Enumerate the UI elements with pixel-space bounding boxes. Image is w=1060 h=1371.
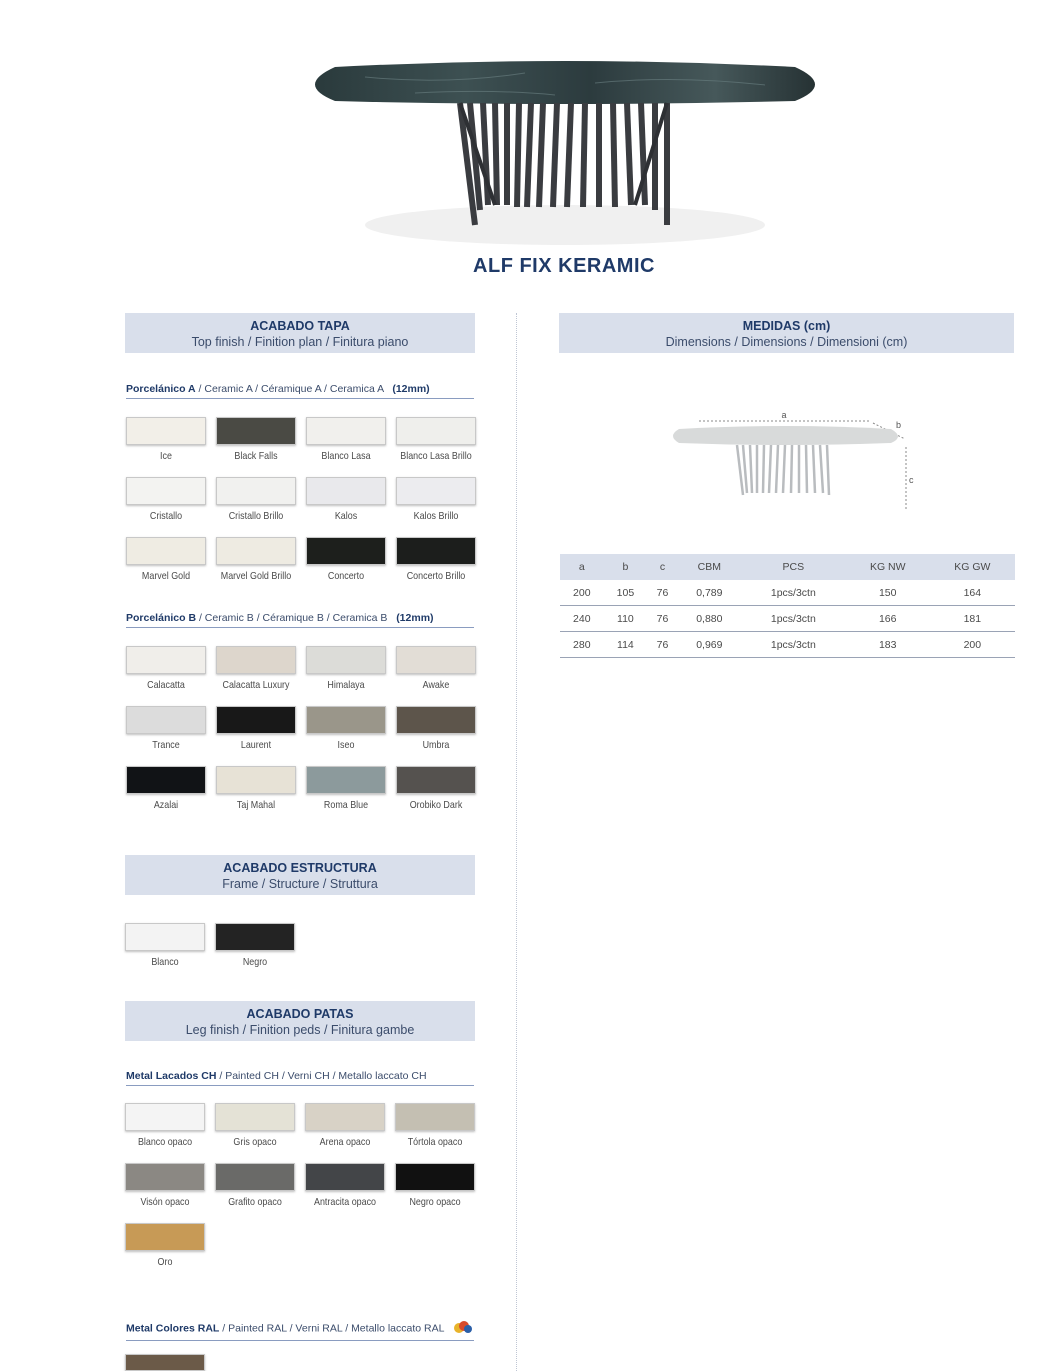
table-cell: 1pcs/3ctn	[741, 632, 846, 658]
metal-ral-bold: Metal Colores RAL	[126, 1322, 220, 1335]
ceramic-b-swatch-laurent	[216, 706, 296, 734]
frame-label-blanco: Blanco	[151, 956, 179, 968]
ceramic-a-label	[126, 383, 474, 399]
ceramic-a-swatch-cristallo-brillo	[216, 477, 296, 505]
dim-label-a: a	[781, 410, 787, 420]
frame-finish-heading: ACABADO ESTRUCTURA	[223, 861, 377, 875]
ceramic-b-label	[126, 612, 474, 628]
ceramic-b-swatch-taj-mahal	[216, 766, 296, 794]
metal-ral-label	[126, 1320, 474, 1341]
ceramic-b-thickness: (12mm)	[396, 612, 434, 624]
ceramic-a-label-ice: Ice	[160, 450, 172, 462]
dimensions-header	[559, 313, 1014, 353]
ceramic-a-swatch-ice	[126, 417, 206, 445]
ceramic-b-swatch-awake	[396, 646, 476, 674]
metal-ch-rest: / Painted CH / Verni CH / Metallo laccato CH	[216, 1070, 427, 1082]
table-cell: 1pcs/3ctn	[741, 606, 846, 632]
table-cell: 0,969	[678, 632, 741, 658]
ceramic-a-swatch-concerto-brillo	[396, 537, 476, 565]
table-cell: 280	[560, 632, 604, 658]
column-header-a: a	[560, 554, 604, 580]
ceramic-b-label-umbra: Umbra	[422, 739, 450, 751]
leg-swatch-tortola-opaco	[395, 1103, 475, 1131]
table-cell: 200	[930, 632, 1015, 658]
leg-label-vison-opaco: Visón opaco	[140, 1196, 190, 1208]
dimensions-table-wrap	[560, 554, 1015, 658]
ral-palette-icon	[453, 1320, 473, 1337]
table-header-row	[560, 554, 1015, 580]
ceramic-b-swatch-iseo	[306, 706, 386, 734]
ceramic-a-label-black-falls: Black Falls	[234, 450, 278, 462]
ceramic-b-swatch-calacatta-luxury	[216, 646, 296, 674]
dimension-diagram	[665, 405, 925, 515]
ceramic-b-label-awake: Awake	[422, 679, 450, 691]
table-cell: 0,789	[678, 580, 741, 606]
ceramic-a-swatch-marvel-gold	[126, 537, 206, 565]
leg-swatch-grafito-opaco	[215, 1163, 295, 1191]
table-cell: 0,880	[678, 606, 741, 632]
table-cell: 200	[560, 580, 604, 606]
frame-finish-header	[125, 855, 475, 895]
leg-finish-header	[125, 1001, 475, 1041]
top-finish-header	[125, 313, 475, 353]
table-cell: 164	[930, 580, 1015, 606]
ceramic-a-bold: Porcelánico A	[126, 383, 196, 395]
top-finish-heading: ACABADO TAPA	[250, 319, 350, 333]
table-row	[560, 606, 1015, 632]
table-cell: 150	[846, 580, 930, 606]
leg-swatch-arena-opaco	[305, 1103, 385, 1131]
column-header-c: c	[647, 554, 678, 580]
ceramic-b-label-trance: Trance	[152, 739, 180, 751]
leg-label-blanco-opaco: Blanco opaco	[137, 1136, 193, 1148]
ceramic-a-label-concerto: Concerto	[327, 570, 365, 582]
frame-swatch-negro	[215, 923, 295, 951]
metal-ch-bold: Metal Lacados CH	[126, 1070, 217, 1082]
ral-color-swatch	[125, 1354, 205, 1371]
dimensions-table	[560, 554, 1015, 658]
frame-label-negro: Negro	[242, 956, 268, 968]
ceramic-a-label-kalos: Kalos	[334, 510, 358, 522]
ceramic-b-label-orobiko-dark: Orobiko Dark	[409, 799, 463, 811]
table-product-image	[295, 55, 835, 265]
leg-swatch-gris-opaco	[215, 1103, 295, 1131]
ceramic-a-swatch-black-falls	[216, 417, 296, 445]
metal-ch-label	[126, 1070, 474, 1086]
table-cell: 181	[930, 606, 1015, 632]
leg-swatch-oro	[125, 1223, 205, 1251]
ceramic-b-label-iseo: Iseo	[337, 739, 355, 751]
ceramic-b-swatch-azalai	[126, 766, 206, 794]
ceramic-a-swatch-kalos-brillo	[396, 477, 476, 505]
frame-finish-subheading: Frame / Structure / Struttura	[222, 877, 378, 891]
leg-swatch-negro-opaco	[395, 1163, 475, 1191]
ceramic-a-swatch-blanco-lasa	[306, 417, 386, 445]
ceramic-b-label-calacatta-luxury: Calacatta Luxury	[222, 679, 290, 691]
leg-swatch-blanco-opaco	[125, 1103, 205, 1131]
table-cell: 76	[647, 580, 678, 606]
table-cell: 183	[846, 632, 930, 658]
column-divider	[516, 313, 517, 1371]
dimensions-heading: MEDIDAS (cm)	[742, 319, 831, 333]
leg-label-antracita-opaco: Antracita opaco	[313, 1196, 377, 1208]
ceramic-a-swatch-marvel-gold-brillo	[216, 537, 296, 565]
ceramic-b-label-laurent: Laurent	[240, 739, 272, 751]
dim-label-c: c	[909, 475, 914, 485]
table-cell: 76	[647, 632, 678, 658]
table-cell: 1pcs/3ctn	[741, 580, 846, 606]
ceramic-b-swatch-himalaya	[306, 646, 386, 674]
column-header-kg-gw: KG GW	[930, 554, 1015, 580]
column-header-pcs: PCS	[741, 554, 846, 580]
ceramic-a-swatch-kalos	[306, 477, 386, 505]
leg-label-gris-opaco: Gris opaco	[233, 1136, 277, 1148]
ceramic-b-swatch-trance	[126, 706, 206, 734]
ceramic-b-label-calacatta: Calacatta	[147, 679, 185, 691]
ceramic-b-swatch-calacatta	[126, 646, 206, 674]
ceramic-a-label-cristallo-brillo: Cristallo Brillo	[228, 510, 284, 522]
ceramic-a-label-kalos-brillo: Kalos Brillo	[413, 510, 459, 522]
leg-swatch-vison-opaco	[125, 1163, 205, 1191]
ceramic-b-swatch-umbra	[396, 706, 476, 734]
ceramic-b-label-azalai: Azalai	[153, 799, 179, 811]
table-cell: 240	[560, 606, 604, 632]
ceramic-b-label-himalaya: Himalaya	[327, 679, 365, 691]
ceramic-a-label-marvel-gold-brillo: Marvel Gold Brillo	[220, 570, 292, 582]
table-cell: 76	[647, 606, 678, 632]
ceramic-b-bold: Porcelánico B	[126, 612, 197, 624]
ceramic-b-label-roma-blue: Roma Blue	[323, 799, 369, 811]
ceramic-a-label-marvel-gold: Marvel Gold	[141, 570, 191, 582]
leg-swatch-antracita-opaco	[305, 1163, 385, 1191]
ceramic-a-swatch-blanco-lasa-brillo	[396, 417, 476, 445]
ceramic-a-swatch-cristallo	[126, 477, 206, 505]
dim-label-b: b	[896, 420, 902, 430]
leg-label-tortola-opaco: Tórtola opaco	[407, 1136, 463, 1148]
ceramic-a-label-cristallo: Cristallo	[149, 510, 183, 522]
leg-label-negro-opaco: Negro opaco	[409, 1196, 461, 1208]
dimensions-subheading: Dimensions / Dimensions / Dimensioni (cm)	[665, 335, 908, 349]
table-row	[560, 580, 1015, 606]
ceramic-b-swatch-orobiko-dark	[396, 766, 476, 794]
top-finish-subheading: Top finish / Finition plan / Finitura piano	[191, 335, 409, 349]
table-cell: 105	[604, 580, 648, 606]
ceramic-a-label-concerto-brillo: Concerto Brillo	[406, 570, 466, 582]
frame-swatch-blanco	[125, 923, 205, 951]
leg-finish-subheading: Leg finish / Finition peds / Finitura gambe	[185, 1023, 415, 1037]
ceramic-a-rest: / Ceramic A / Céramique A / Ceramica A	[195, 383, 384, 395]
column-header-b: b	[604, 554, 648, 580]
column-header-cbm: CBM	[678, 554, 741, 580]
product-title: ALF FIX KERAMIC	[473, 255, 655, 277]
table-cell: 114	[604, 632, 648, 658]
table-cell: 110	[604, 606, 648, 632]
ceramic-a-swatch-concerto	[306, 537, 386, 565]
metal-ral-rest: / Painted RAL / Verni RAL / Metallo laccato RAL	[219, 1322, 445, 1335]
ceramic-b-rest: / Ceramic B / Céramique B / Ceramica B	[196, 612, 388, 624]
leg-label-oro: Oro	[157, 1256, 173, 1268]
leg-label-grafito-opaco: Grafito opaco	[228, 1196, 282, 1208]
ceramic-a-label-blanco-lasa: Blanco Lasa	[321, 450, 371, 462]
table-row	[560, 632, 1015, 658]
ceramic-b-swatch-roma-blue	[306, 766, 386, 794]
ceramic-b-label-taj-mahal: Taj Mahal	[236, 799, 276, 811]
ceramic-a-thickness: (12mm)	[392, 383, 430, 395]
column-header-kg-nw: KG NW	[846, 554, 930, 580]
ceramic-a-label-blanco-lasa-brillo: Blanco Lasa Brillo	[400, 450, 472, 462]
leg-finish-heading: ACABADO PATAS	[246, 1007, 354, 1021]
leg-label-arena-opaco: Arena opaco	[319, 1136, 371, 1148]
table-cell: 166	[846, 606, 930, 632]
